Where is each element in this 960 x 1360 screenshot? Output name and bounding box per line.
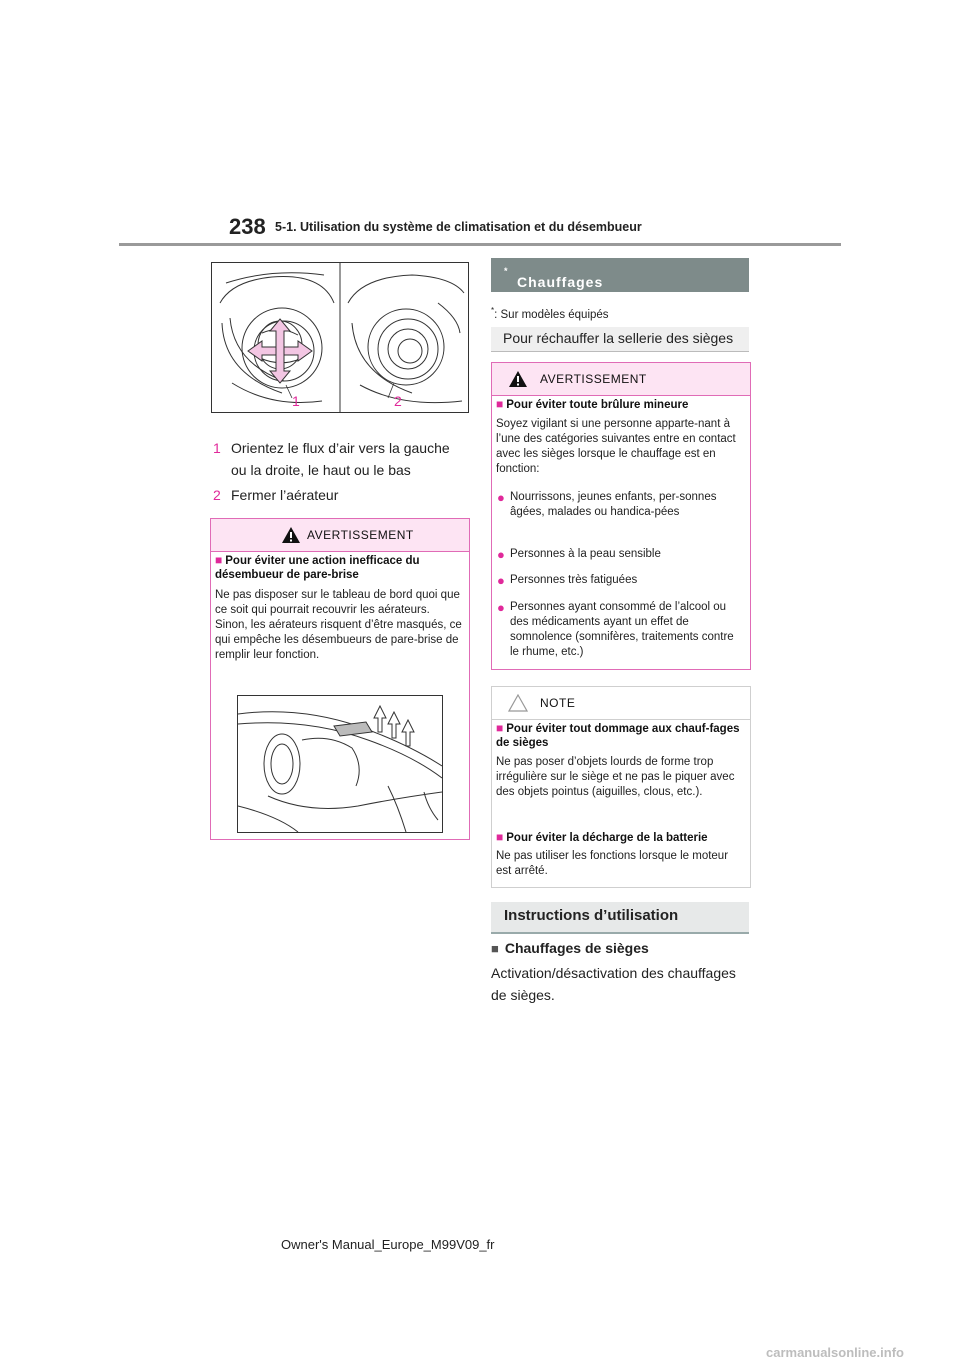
note-header [492, 687, 750, 720]
bullet-item: ● Personnes très fatiguées [497, 573, 638, 588]
warning-triangle-icon [508, 370, 528, 388]
caution-triangle-icon [508, 694, 528, 712]
step-number: 2 [213, 487, 221, 503]
step-text: Fermer l’aérateur [231, 487, 339, 503]
note-item-title: ■ Pour éviter tout dommage aux chauf-fages de sièges [496, 721, 740, 749]
seat-heater-description: Activation/désactivation des chauffages de sièges. [491, 965, 736, 1003]
step-text: Orientez le flux d’air vers la gauche ou la droite, le haut ou le bas [231, 440, 450, 478]
bullet-dot-icon: ● [497, 573, 505, 588]
warning-item-body: Ne pas disposer sur le tableau de bord quoi que ce soit qui pourrait recouvrir les aérateurs. Sinon, les aérateurs risquent d’être masqués, ce qui empêche les désembueurs de pare-brise de remplir leur fonction. [215, 589, 462, 661]
instructions-heading [491, 902, 749, 934]
figure-label-1: 1 [292, 393, 300, 409]
air-vent-illustration [211, 262, 469, 413]
warning-title: AVERTISSEMENT [540, 372, 647, 386]
bullet-dot-icon: ● [497, 490, 505, 505]
warning-box-defroster [210, 518, 470, 840]
note-box [491, 686, 751, 888]
subtitle-text: Pour réchauffer la sellerie des sièges [503, 330, 734, 346]
square-bullet-icon: ■ [491, 941, 499, 956]
note-item-body: Ne pas poser d’objets lourds de forme trop irrégulière sur le siège et ne pas le piquer avec des objets pointus (aiguilles, clous, etc.). [496, 756, 735, 798]
air-vent-drawing [212, 263, 468, 412]
bullet-item: ● Personnes ayant consommé de l’alcool ou des médicaments ayant un effet de somnolence (somnifères, traitements contre le rhume, etc.) [497, 600, 734, 658]
step-number: 1 [213, 440, 221, 456]
warning-item-title: ■ Pour éviter une action inefficace du désembueur de pare-brise [215, 553, 420, 581]
section-title: 5-1. Utilisation du système de climatisation et du désembueur [275, 220, 642, 234]
note-item-body: Ne pas utiliser les fonctions lorsque le moteur est arrêté. [496, 850, 729, 877]
dashboard-illustration [237, 695, 443, 833]
warning-item-body: Soyez vigilant si une personne apparte-nant à l’une des catégories suivantes entre en contact avec les sièges lorsque le chauffage est en fonction: [496, 418, 736, 475]
warning-box-burns [491, 362, 751, 670]
note-item-title: ■ Pour éviter la décharge de la batterie [496, 830, 708, 844]
figure-label-2: 2 [394, 393, 402, 409]
warning-header [211, 519, 469, 552]
warning-header [492, 363, 750, 396]
square-bullet-icon: ■ [496, 721, 504, 735]
warning-item-title: ■ Pour éviter toute brûlure mineure [496, 397, 689, 411]
square-bullet-icon: ■ [496, 397, 504, 411]
warning-triangle-icon [281, 526, 301, 544]
step-2 [213, 484, 469, 506]
dashboard-drawing [238, 696, 442, 832]
step-1 [213, 437, 469, 481]
footer-manual-id: Owner's Manual_Europe_M99V09_fr [281, 1237, 495, 1252]
square-bullet-icon: ■ [215, 553, 223, 567]
bullet-item: ● Personnes à la peau sensible [497, 547, 661, 562]
bullet-dot-icon: ● [497, 600, 505, 615]
square-bullet-icon: ■ [496, 830, 504, 844]
watermark: carmanualsonline.info [766, 1345, 904, 1360]
footnote: *: Sur modèles équipés [491, 306, 609, 321]
section-heading-seat-heaters [491, 258, 749, 306]
section-heading-text: Chauffages de sièges * [504, 266, 604, 306]
header-rule [119, 243, 841, 246]
subtitle-bar [491, 327, 749, 352]
seat-heater-subheading: ■ Chauffages de sièges [491, 940, 649, 956]
bullet-item: ● Nourrissons, jeunes enfants, per-sonnes âgées, malades ou handica-pées [497, 490, 717, 518]
instructions-heading-text: Instructions d’utilisation [504, 907, 679, 924]
page-number: 238 [229, 214, 266, 239]
note-title: NOTE [540, 696, 576, 710]
bullet-dot-icon: ● [497, 547, 505, 562]
warning-title: AVERTISSEMENT [307, 528, 414, 542]
